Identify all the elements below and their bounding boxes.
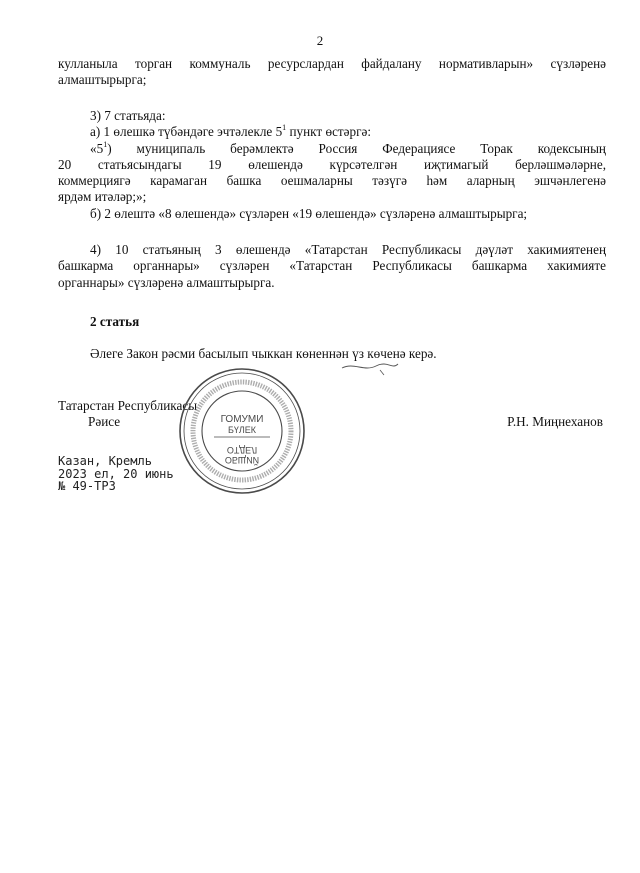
stamp-text-top: ГОМУМИ [220,414,264,425]
article-text: Әлеге Закон рәсми басылып чыккан көненнән үз көченә керә. [90,346,437,361]
stamp-text-mirrored-2: ОБЩИЙ [224,455,260,465]
text-line: б) 2 өлештә «8 өлешендә» сүзләрен «19 өлешендә» сүзләренә алмаштырырга; [90,205,528,221]
paragraph-continuation [58,56,606,89]
text-line: 4) 10 статьяның 3 өлешендә «Татарстан Республикасы дәүләт хакимиятенең [90,242,606,257]
signature-org: Татарстан Республикасы [58,398,198,413]
text-line: органнары» сүзләренә алмаштырырга. [58,274,275,290]
page-number: 2 [316,33,324,48]
text-line: а) 1 өлешкә түбәндәге эчтәлекле $5^1$ пункт өстәргә: [90,123,372,140]
registration-number: № 49-ТРЗ [58,479,116,494]
stamp-text-mirrored-1: ОТДЕЛ [226,445,258,455]
text-line: 3) 7 статьяда: [90,108,166,123]
paragraph-item-3 [58,108,606,222]
official-stamp [178,367,306,495]
article-heading: 2 статья [90,314,140,329]
paragraph-item-4 [58,242,606,291]
handwritten-mark [340,356,400,376]
stamp-text-mid: БҮЛЕК [227,425,257,435]
text-line: ярдәм итәләр;»; [58,189,147,205]
text-line: кулланыла торган коммуналь ресурслардан файдалану нормативларын» сүзләренә [58,56,606,71]
registration-place: Казан, Кремль [58,454,152,468]
signature-role: Рәисе [88,414,121,429]
text-line: коммерциягә карамаган башка оешмаларны тәзүгә һәм аларның эшчәнлегенә [58,173,606,189]
text-line: «$5^1$) муниципаль берәмлектә Россия Федерациясе Торак кодексының [90,139,606,156]
signatory-name: Р.Н. Миңнеханов [507,414,603,429]
text-line: башкарма органнары» сүзләрен «Татарстан Республикасы башкарма хакимияте [58,258,606,274]
text-line: алмаштырырга; [58,72,147,88]
text-line: 20 статьясындагы 19 өлешендә күрсәтелгән иҗтимагый берләшмәләрне, [58,156,606,172]
registration-block [58,455,174,493]
registration-date: 2023 ел, 20 июнь [58,466,174,481]
